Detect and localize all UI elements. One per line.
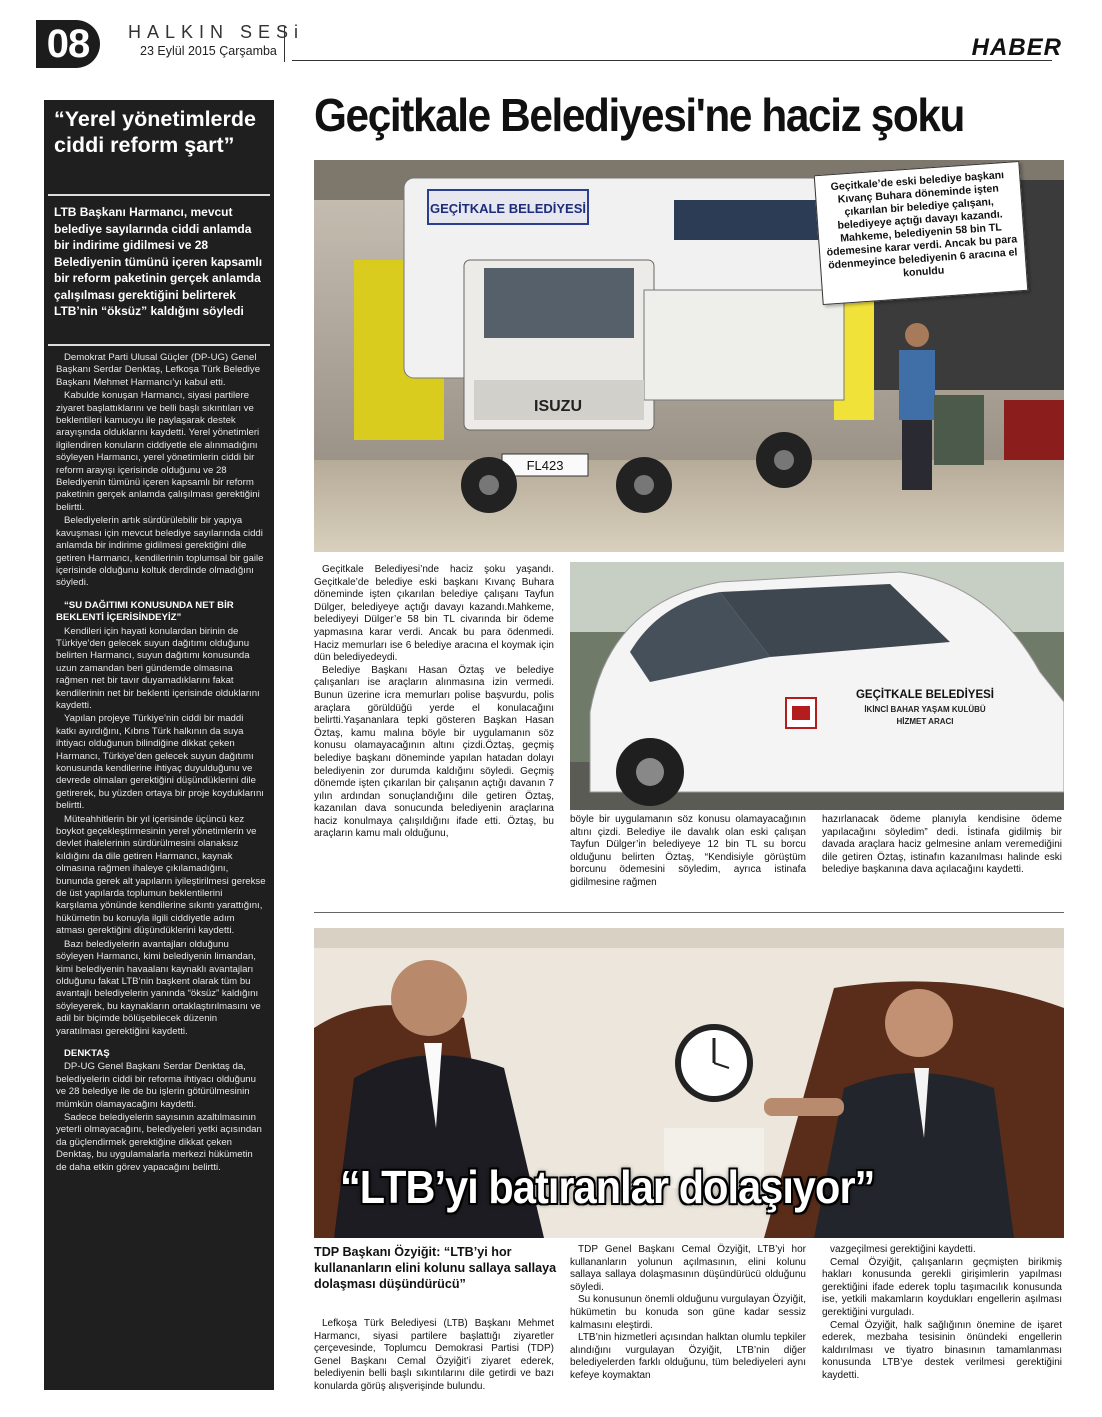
truck-plate-text: FL423 (526, 458, 564, 473)
article-paragraph: vazgeçilmesi gerektiğini kaydetti. (830, 1244, 976, 1255)
sidebar-lead: LTB Başkanı Harmancı, mevcut belediye sayılarında ciddi anlamda bir indirime gidilmesi ve 28 Belediyenin tümünü içeren kapsamlı bir reform paketinin gerçek anlamda çalışılması gerektiğini belirterek LTB’nin “öksüz” kaldığını söyledi (54, 205, 263, 318)
car-photo-illustration (570, 562, 1064, 810)
car-sign-line-3: HİZMET ARACI (896, 717, 954, 726)
sidebar-subhead: “SU DAĞITIMI KONUSUNDA NET BİR BEKLENTİ İÇERİSİNDEYİZ” (56, 599, 234, 624)
sidebar-paragraph: Belediyelerin artık sürdürülebilir bir yapıya kavuşması için mevcut belediye sayılarında ciddi anlamda bir indirime gidilmesi gerektiğini dile getiren Harmancı, kendilerinin toplumsal bir gaile içerisinde olduğunu koltuk derdinde olmadığını söyledi. (56, 515, 264, 589)
article-paragraph: TDP Genel Başkanı Cemal Özyiğit, LTB’yi hor kullananların yolunun açılmasının, elini kolunu sallaya sallaya dolaşmasının düşündürücü olduğunu söyledi. (570, 1244, 806, 1293)
article-column-3: hazırlanacak ödeme planıyla kendisine ödeme yapılacağını söyledim” dedi. İstinafa gidilmiş bir davada araçlara haciz gelmesine anlam veremediğini dile getiren Öztaş, istinafın kazanılması halinde eski belediye başkanına dava açılacağını kaydetti. (822, 814, 1062, 876)
sidebar-paragraph: Bazı belediyelerin avantajları olduğunu söyleyen Harmancı, kimi belediyenin limandan, kimi belediyenin havaalanı kaynaklı avantajları olduğunu fakat LTB’nin başkent olarak tüm bu avantajlı belediyelerin yanında “öksüz” kaldığını söyleyerek, bu kaynakların ortaklaştırılmasını ve adil bir biçimde bölüşebilecek düzenin yaratılması gerektiğini kaydetti. (56, 938, 261, 1037)
article-paragraph: Lefkoşa Türk Belediyesi (LTB) Başkanı Mehmet Harmancı, siyasi partilere başlattığı ziyaretler çerçevesinde, Toplumcu Demokrasi Partisi (TDP) Genel Başkanı Cemal Özyiğit’i ziyaret ederek, belediyenin belli başlı sıkıntılarını dile getirdi ve bazı konularda görüş alışverişinde bulundu. (314, 1318, 554, 1392)
header-vertical-rule (284, 26, 285, 62)
newspaper-name: HALKIN SESi (128, 22, 305, 42)
sidebar-headline: “Yerel yönetimlerde ciddi reform şart” (54, 107, 256, 157)
sidebar-headline-rule (48, 194, 270, 196)
sidebar-paragraph: Kendileri için hayati konulardan birinin de Türkiye’den gelecek suyun dağıtımı olduğunu belirten Harmancı, suyun dağıtımı konusunda uzun zamandan beri gündemde olmasına rağmen net bir tavır duyamadıklarını fakat kendilerinin net bir beklenti içerisinde olduklarını kaydetti. (56, 625, 260, 711)
car-photo (570, 562, 1064, 810)
article-paragraph: Geçitkale Belediyesi’nde haciz şoku yaşandı. Geçitkale’de belediye eski başkanı Kıvanç Buhara döneminde işten çıkarılan belediye çalışanı Tayfun Dülger, belediyeye açtığı davayı kazandı.Mahkeme, belediyeyi Dülger’e 58 bin TL civarında bir ödeme yapmasına karar verdi. Ancak bu para ödenmedi. Haciz memurları ise 6 belediye aracına el koymak için dün belediyedeydi. (314, 564, 554, 664)
article-column-6 (822, 1244, 1062, 1383)
car-sign-line-1: GEÇİTKALE BELEDİYESİ (855, 689, 995, 701)
page-number: 08 (36, 20, 100, 68)
article-column-1 (314, 564, 554, 841)
sidebar-paragraph: Sadece belediyelerin sayısının azaltılmasının yeterli olmayacağını, belediyeleri yetki açısından da güçlendirmek gerektiğine dikkat çeken Denktaş, bu uygulamalarla merkezi hükümetin de daha etkin görev yapacağını belirtti. (56, 1111, 262, 1173)
article-divider (314, 912, 1064, 913)
article-column-2: böyle bir uygulamanın söz konusu olamayacağının altını çizdi. Belediye ile davalık olan eski çalışan Tayfun Dülger’in belediyeye 12 bin TL su borcu olduğunu belirten Öztaş, “Kendisiyle görüştüm borcunu ödemesini söyledim, ayrıca istinafa gidilmesine rağmen (570, 814, 806, 888)
sidebar-body (56, 352, 266, 1175)
main-headline: Geçitkale Belediyesi'ne haciz şoku (314, 89, 965, 141)
section-label: HABER (971, 34, 1062, 61)
big-quote-headline: “LTB’yi batıranlar dolaşıyor” (340, 1161, 875, 1213)
article-paragraph: LTB’nin hizmetleri açısından halktan olumlu tepkiler alındığını vurgulayan Özyiğit, LTB’nin diğer belediyelerden farklı olduğunu, tüm belediyeleri aynı kefeye koymaktan (570, 1332, 806, 1381)
sidebar-paragraph: Müteahhitlerin bir yıl içerisinde üçüncü kez boykot geçekleştirmesinin yerel yönetimlerin ve devlet ihalelerinin sürdürülmesini olanaksız kıldığını da dile getiren Harmancı, kaynak olmasına rağmen ihaleye çıkılamadığını, bununda gerek alt yapıların iyileştirilmesi gerekse de üst yapılarda toplumun beklentilerini karşılama yönünde kendilerine sıkıntı yarattığını, hükümetin bu konuyla ilgili ciddiyetle adım atması gerektiğini düşündüklerini kaydetti. (56, 813, 266, 937)
header-rule (292, 60, 1052, 61)
article-column-4 (314, 1318, 554, 1394)
sidebar-article (44, 100, 274, 1390)
sidebar-paragraph: Kabulde konuşan Harmancı, siyasi partilere ziyaret başlattıklarını ve belli başlı sıkıntıları ve beklentileri kamuoyu ile paylaşarak destek arayışında olduklarını kaydetti. Yerel yönetimleri ilgilendiren konuların ciddiyetle ele alınmadığını söyleyen Harmancı, yerel yönetimlerin ciddi bir reform arayışı içerisinde olduğunu ve 28 Belediyenin tümünü içeren kapsamlı bir reform paketinin gerçek anlamda çalışılması gerektiğini belirtti. (56, 390, 260, 513)
car-sign-line-2: İKİNCİ BAHAR YAŞAM KULÜBÜ (864, 705, 986, 714)
article-paragraph: Cemal Özyiğit, halk sağlığının önemine de işaret ederek, mezbaha tesisinin önündeki engellerin kaldırılması ve tiyatro binasının tamamlanması konusunda LTB’ye destek verilmesi gerektiğini kaydetti. (822, 1319, 1062, 1381)
photo-caption-box: Geçitkale’de eski belediye başkanı Kıvanç Buhara döneminde işten çıkarılan bir belediye çalışanı, belediyeye açtığı davayı kazandı. Mahkeme, belediyenin 58 bin TL ödemesine karar verdi. Ancak bu para ödenmeyince belediyenin 6 aracına el konuldu (814, 161, 1029, 305)
article-column-5 (570, 1244, 806, 1383)
sidebar-paragraph: Demokrat Parti Ulusal Güçler (DP-UG) Genel Başkanı Serdar Denktaş, Lefkoşa Türk Belediye Başkanı Mehmet Harmancı’yı kabul etti. (56, 352, 261, 388)
issue-date: 23 Eylül 2015 Çarşamba (140, 44, 277, 58)
lower-article-subhead: TDP Başkanı Özyiğit: “LTB’yi hor kullananların elini kolunu sallaya sallaya dolaşması düşündürücü” (314, 1245, 557, 1291)
article-paragraph: Su konusunun önemli olduğunu vurgulayan Özyiğit, hükümetin bu konuda son güne kadar sessiz kalmasını eleştirdi. (570, 1294, 806, 1331)
article-paragraph: Cemal Özyiğit, çalışanların geçmişten birikmiş hakları konusunda gerekli girişimlerin yapılması gerektiğini ifade ederek toplu taşımacılık konusunda ise, yetkili makamların koydukları engellerin aşılması gerektiğini vurguladı. (822, 1256, 1062, 1318)
sidebar-lead-rule (48, 344, 270, 346)
sidebar-paragraph: DP-UG Genel Başkanı Serdar Denktaş da, belediyelerin ciddi bir reforma ihtiyacı olduğunu ve 28 belediye ile de bu işlerin götürülmesinin mümkün olamayacağını kaydetti. (56, 1061, 256, 1110)
truck-brand-text: ISUZU (534, 398, 582, 415)
sidebar-paragraph: Yapılan projeye Türkiye’nin ciddi bir maddi katkı ayırdığını, Kıbrıs Türk halkının da suya ihtiyacı olduğunun bilindiğine dikkat çeken Harmancı, Türkiye’den gelecek suyun dağıtımı konusunda kendilerine ihtiyaç duyulduğunu ve devrede olmaları gerektiğini düşündüklerini dile getirerek, bu yüzden ortaya bir proje koyduklarını belirtti. (56, 713, 264, 812)
truck-sign-text: GEÇİTKALE BELEDİYESİ (429, 201, 587, 216)
sidebar-subhead: DENKTAŞ (64, 1047, 110, 1059)
article-paragraph: Belediye Başkanı Hasan Öztaş ve belediye çalışanları ise araçların alınmasına izin vermedi. Bunun üzerine icra memurları polise başvurdu, polis araçlara görüldüğü yerde el konulacağını belirtti.Yaşananlara tepki gösteren Başkan Hasan Öztaş, kamu malına böyle bir uygulamanın söz konusu olamayacağının altını çizdi.Öztaş, geçmiş belediye başkanı döneminde yapılan hatadan dolayı belediyenin zor durumda kaldığını söyledi. Geçmiş dönemde işten çıkarılan bir çalışanın açtığı davanın 7 yılın ardından sonuçlandığını dile getiren Öztaş, kazanılan dava sonucunda belediyenin araçlarına haciz konulmaya çalışıldığını ifade etti. Öztaş, bu araçların kamu malı olduğunu, (314, 664, 554, 840)
